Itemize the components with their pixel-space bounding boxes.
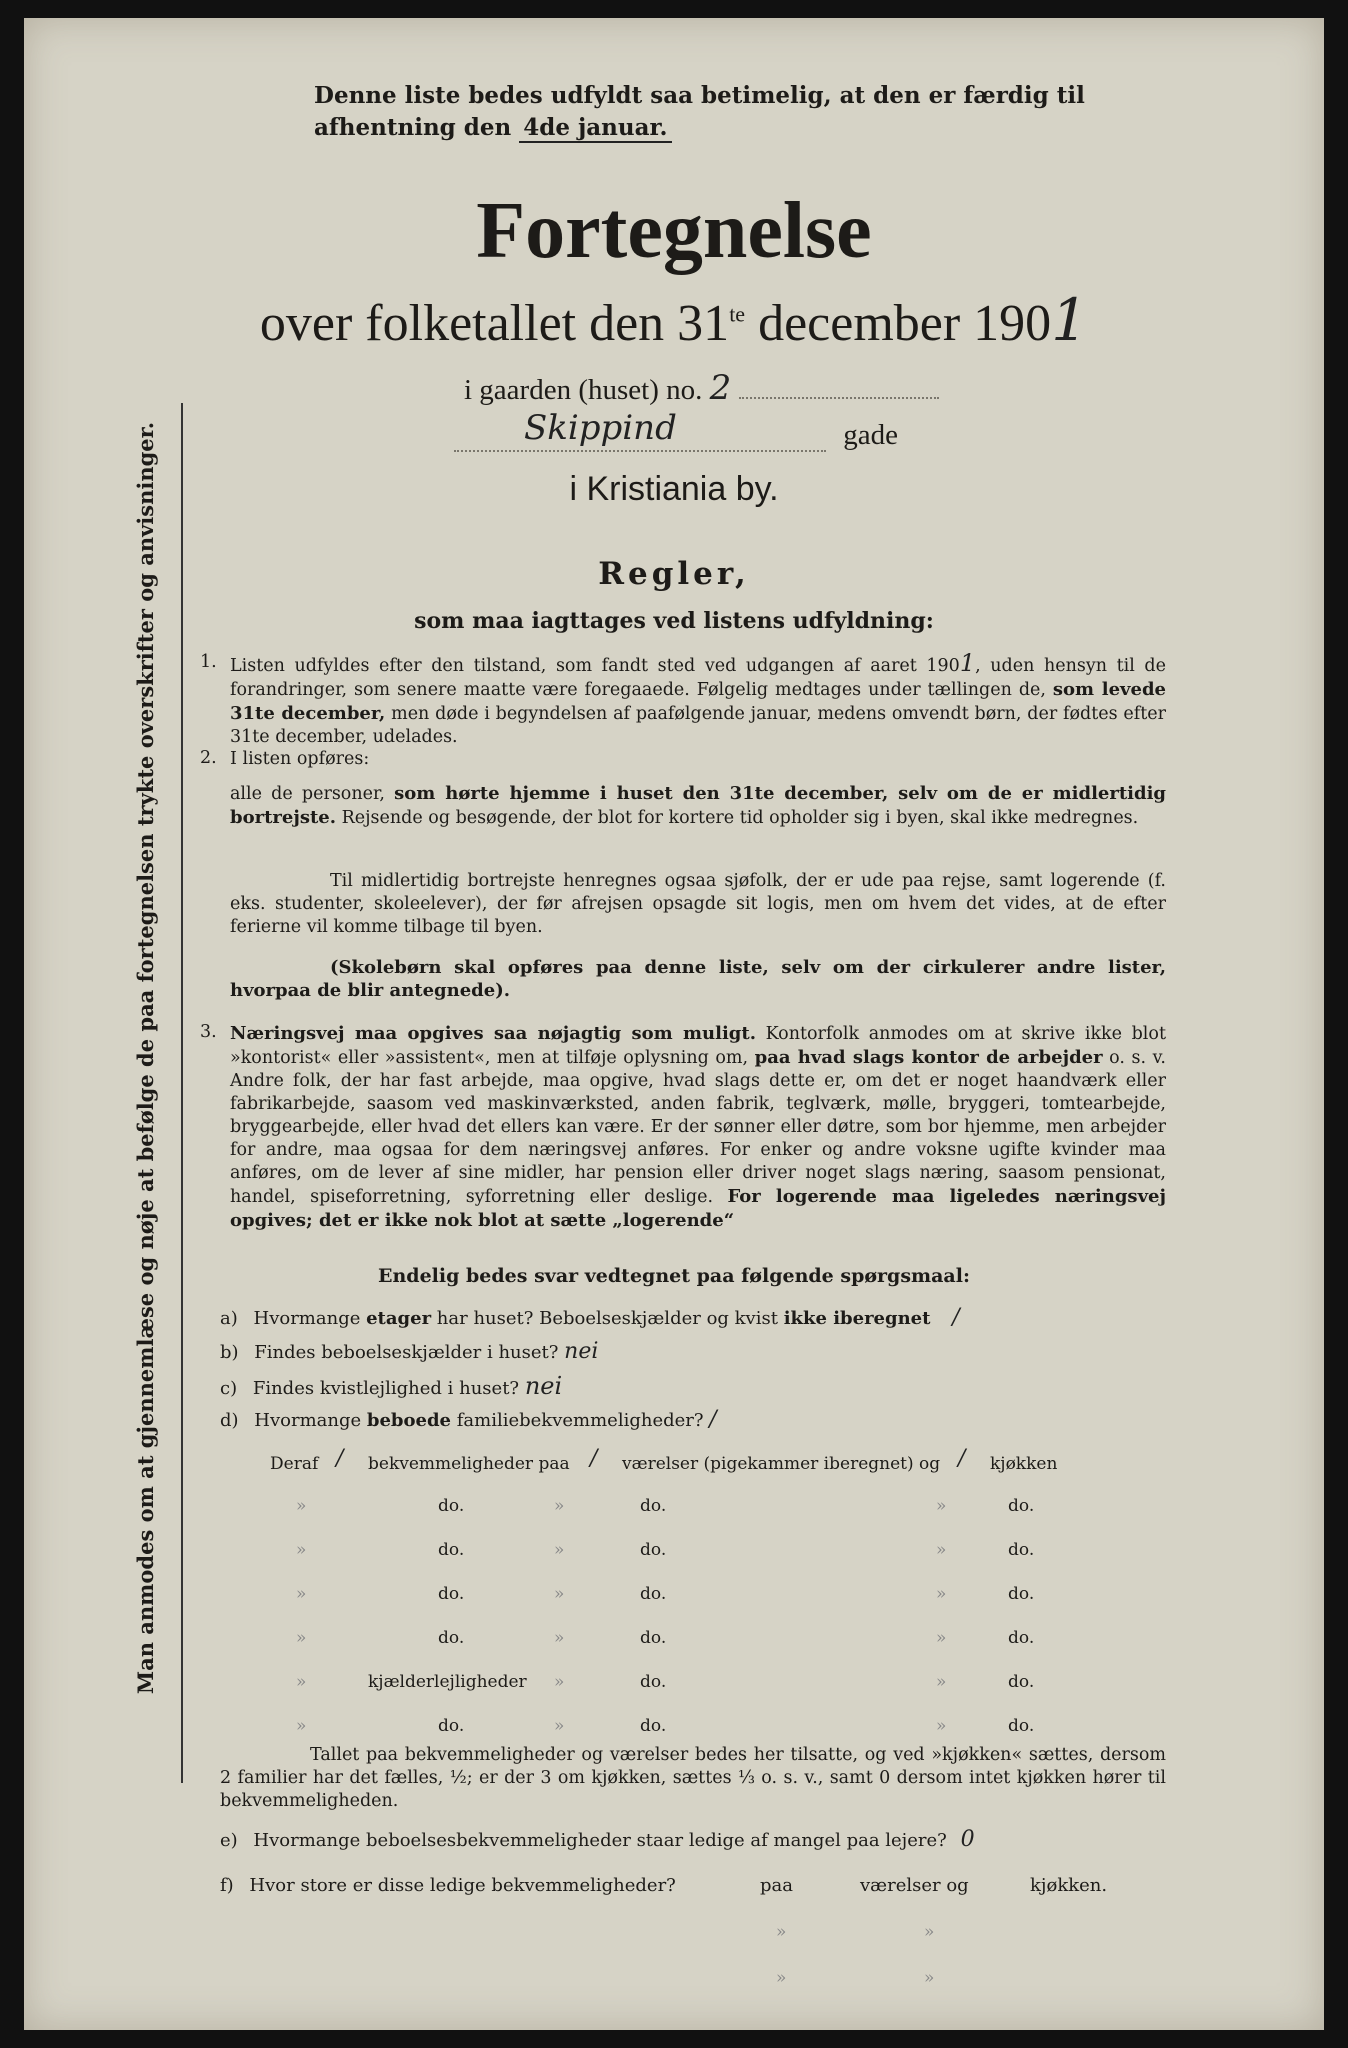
grid-answer-bek[interactable]: /: [336, 1446, 344, 1471]
rule2-para3: (Skolebørn skal opføres paa denne liste, selv om der cirkulerer andre lister, hvorpaa de blir antegnede).: [230, 957, 1166, 1001]
questions-heading: Endelig bedes svar vedtegnet paa følgende spørgsmaal:: [378, 1265, 970, 1287]
question-d-label: d): [220, 1410, 239, 1431]
grid-quote-3: »: [936, 1628, 947, 1648]
rules-heading: Regler,: [598, 556, 750, 592]
grid-quote-2: »: [554, 1540, 565, 1560]
street-suffix: gade: [843, 419, 898, 451]
question-d-answer[interactable]: /: [709, 1407, 717, 1432]
grid-kj-cell: do.: [1008, 1672, 1035, 1692]
question-f-kj: kjøkken.: [1030, 1875, 1108, 1896]
rule1-b: , uden hensyn til de forandringer, som senere maatte være foregaaede. Følgelig medtages under tællingen de,: [230, 656, 1166, 700]
rules-subheading: som maa iagttages ved listens udfyldning:: [414, 608, 934, 634]
notice-line1: Denne liste bedes udfyldt saa betimelig, at den er færdig til: [314, 82, 1085, 109]
grid-vaer-cell: do.: [640, 1672, 667, 1692]
grid-bek-cell: do.: [438, 1716, 465, 1736]
f-row-quote-1: »: [776, 1968, 787, 1988]
grid-quote-1: »: [296, 1628, 307, 1648]
grid-kjokken-header: kjøkken: [990, 1454, 1058, 1474]
grid-kj-cell: do.: [1008, 1540, 1035, 1560]
grid-quote-3: »: [936, 1672, 947, 1692]
street-line: [454, 408, 898, 452]
grid-bek-cell: kjælderlejligheder: [368, 1672, 527, 1692]
grid-bek-cell: do.: [438, 1496, 465, 1516]
question-a: [220, 1306, 960, 1331]
question-c-answer[interactable]: nei: [524, 1372, 563, 1400]
grid-quote-3: »: [936, 1540, 947, 1560]
question-c: [220, 1374, 562, 1401]
question-f: [220, 1874, 676, 1898]
question-b-text: Findes beboelseskjælder i huset?: [254, 1342, 559, 1363]
question-a-answer[interactable]: /: [952, 1305, 960, 1330]
city-line: i Kristiania by.: [569, 470, 779, 508]
grid-vaer-cell: do.: [640, 1496, 667, 1516]
question-a-text1: Hvormange: [253, 1308, 361, 1329]
rule2-number: 2.: [200, 748, 217, 768]
grid-deraf: Deraf: [270, 1454, 319, 1474]
grid-quote-2: »: [554, 1716, 565, 1736]
year-fill[interactable]: 1: [1051, 286, 1089, 354]
subtitle-sup: te: [729, 301, 746, 327]
grid-kj-cell: do.: [1008, 1584, 1035, 1604]
grid-bek-cell: do.: [438, 1584, 465, 1604]
grid-quote-1: »: [296, 1716, 307, 1736]
rule3-bold2: paa hvad slags kontor de arbejder: [754, 1047, 1103, 1068]
question-d-bold: beboede: [366, 1410, 452, 1431]
side-note: Man anmodes om at gjennemlæse og nøje at befølge de paa fortegnelsen trykte overskrifter og anvisninger.: [133, 421, 158, 1695]
grid-quote-1: »: [296, 1672, 307, 1692]
grid-quote-3: »: [936, 1716, 947, 1736]
rule1-number: 1.: [200, 652, 217, 672]
question-e: [220, 1828, 975, 1853]
house-label: i gaarden (huset) no.: [464, 374, 703, 406]
question-e-text: Hvormange beboelsesbekvemmeligheder staar ledige af mangel paa lejere?: [253, 1830, 947, 1851]
question-d-text2: familiebekvemmeligheder?: [456, 1410, 704, 1431]
f-row-quote-2: »: [924, 1922, 935, 1942]
question-f-paa: paa: [760, 1875, 793, 1896]
grid-vaer-cell: do.: [640, 1716, 667, 1736]
question-a-bold: etager: [366, 1308, 432, 1329]
rule1-text: [230, 649, 1166, 749]
page-title: Fortegnelse: [476, 187, 872, 275]
house-line: [464, 368, 939, 408]
grid-quote-1: »: [296, 1496, 307, 1516]
rule3-bold1: Næringsvej maa opgives saa nøjagtig som muligt.: [230, 1023, 756, 1044]
f-row-quote-2: »: [924, 1968, 935, 1988]
rule3-a: Kontorfolk anmodes om at skrive ikke blot »kontorist« eller »assistent«, men at tilføje oplysning om,: [230, 1024, 1166, 1068]
tallet-note: Tallet paa bekvemmeligheder og værelser bedes her tilsatte, og ved »kjøkken« sættes, dersom 2 familier har det fælles, ½; er der 3 om kjøkken, sættes ⅓ o. s. v., samt 0 dersom intet kjøkken hører til bekvemmeligheden.: [220, 1745, 1166, 1811]
rule3-number: 3.: [200, 1022, 217, 1042]
question-d-text1: Hvormange: [254, 1410, 362, 1431]
f-row-quote-1: »: [776, 1922, 787, 1942]
question-e-answer[interactable]: 0: [960, 1827, 975, 1852]
house-number[interactable]: 2: [709, 368, 732, 408]
census-form-page: [24, 18, 1324, 2030]
page-subtitle: [24, 286, 1324, 354]
grid-bek-header: bekvemmeligheder paa: [368, 1454, 570, 1474]
question-d: [220, 1408, 717, 1433]
rule2-intro: I listen opføres:: [230, 749, 370, 769]
rule3-bold3: For logerende maa ligeledes næringsvej opgives; det er ikke nok blot at sætte „logerende“: [230, 1186, 1166, 1231]
grid-quote-3: »: [936, 1496, 947, 1516]
grid-quote-3: »: [936, 1584, 947, 1604]
question-f-vaer: værelser og: [860, 1875, 969, 1896]
notice-line2: [314, 112, 1154, 144]
house-number-dots: [739, 397, 939, 399]
rule2-text: [230, 782, 1166, 830]
notice-line2-prefix: afhentning den: [314, 114, 512, 141]
rule2-para2: Til midlertidig bortrejste henregnes ogsaa sjøfolk, der er ude paa rejse, samt logerende (f. eks. studenter, skoleelever), der før afrejsen opsagde sit logis, men om hvem det vides, at de efter ferierne vil komme tilbage til byen.: [230, 871, 1166, 937]
question-c-text: Findes kvistlejlighed i huset?: [252, 1378, 520, 1399]
grid-quote-2: »: [554, 1496, 565, 1516]
grid-quote-2: »: [554, 1672, 565, 1692]
question-e-label: e): [220, 1830, 238, 1851]
grid-quote-1: »: [296, 1540, 307, 1560]
grid-kj-cell: do.: [1008, 1496, 1035, 1516]
rule1-bold: som levede 31te december,: [230, 679, 1166, 724]
question-f-label: f): [220, 1875, 234, 1896]
grid-quote-2: »: [554, 1628, 565, 1648]
rule1-year[interactable]: 1: [959, 649, 976, 677]
notice: [314, 80, 1154, 144]
question-a-text2: har huset? Beboelseskjælder og kvist: [436, 1308, 778, 1329]
question-a-label: a): [220, 1308, 238, 1329]
grid-kj-cell: do.: [1008, 1628, 1035, 1648]
rule2-a: alle de personer,: [230, 784, 385, 804]
rule1-a: Listen udfyldes efter den tilstand, som fandt sted ved udgangen af aaret 190: [230, 656, 960, 676]
grid-quote-1: »: [296, 1584, 307, 1604]
grid-answer-vaer[interactable]: /: [590, 1446, 598, 1471]
street-handwritten: Skippind: [524, 408, 677, 448]
grid-vaer-cell: do.: [640, 1628, 667, 1648]
notice-deadline: 4de januar.: [519, 114, 671, 143]
question-b: [220, 1340, 598, 1365]
street-field[interactable]: [454, 408, 826, 452]
grid-bek-cell: do.: [438, 1628, 465, 1648]
rule1-c: men døde i begyndelsen af paafølgende januar, medens omvendt børn, der fødtes efter 31te december, udelades.: [230, 704, 1166, 747]
grid-quote-2: »: [554, 1584, 565, 1604]
grid-kj-cell: do.: [1008, 1716, 1035, 1736]
rule3-text: [230, 1022, 1166, 1233]
subtitle-prefix: over folketallet den 31: [259, 295, 730, 352]
rule3-b: o. s. v. Andre folk, der har fast arbejde, maa opgive, hvad slags dette er, om det er noget haandværk eller fabrikarbejde, saasom ved maskinværksted, anden fabrik, teglværk, mølle, bryggeri, tomtearbejde, bryggearbejde, eller hvad det ellers kan være. Er der sønner eller døtre, som bor hjemme, men arbejder for andre, maa ogsaa for dem næringsvej anføres. For enker og andre voksne ugifte kvinder maa anføres, om de lever af sine midler, har pension eller driver noget slags næring, saasom pensionat, handel, spiseforretning, syforretning eller deslige.: [230, 1048, 1166, 1207]
rule2-bold: som hørte hjemme i huset den 31te december, selv om de er midlertidig bortrejste.: [230, 783, 1166, 828]
grid-answer-kj[interactable]: /: [958, 1446, 966, 1471]
question-a-bold2: ikke iberegnet: [783, 1308, 931, 1329]
question-f-text: Hvor store er disse ledige bekvemmeligheder?: [249, 1875, 676, 1896]
grid-vaer-cell: do.: [640, 1540, 667, 1560]
rule2-b: Rejsende og besøgende, der blot for kortere tid opholder sig i byen, skal ikke medregnes.: [341, 808, 1139, 828]
grid-vaer-header: værelser (pigekammer iberegnet) og: [622, 1454, 941, 1474]
subtitle-suffix: december 190: [758, 295, 1052, 352]
question-b-label: b): [220, 1342, 239, 1363]
grid-vaer-cell: do.: [640, 1584, 667, 1604]
grid-bek-cell: do.: [438, 1540, 465, 1560]
question-c-label: c): [220, 1378, 238, 1399]
question-b-answer[interactable]: nei: [564, 1339, 599, 1364]
